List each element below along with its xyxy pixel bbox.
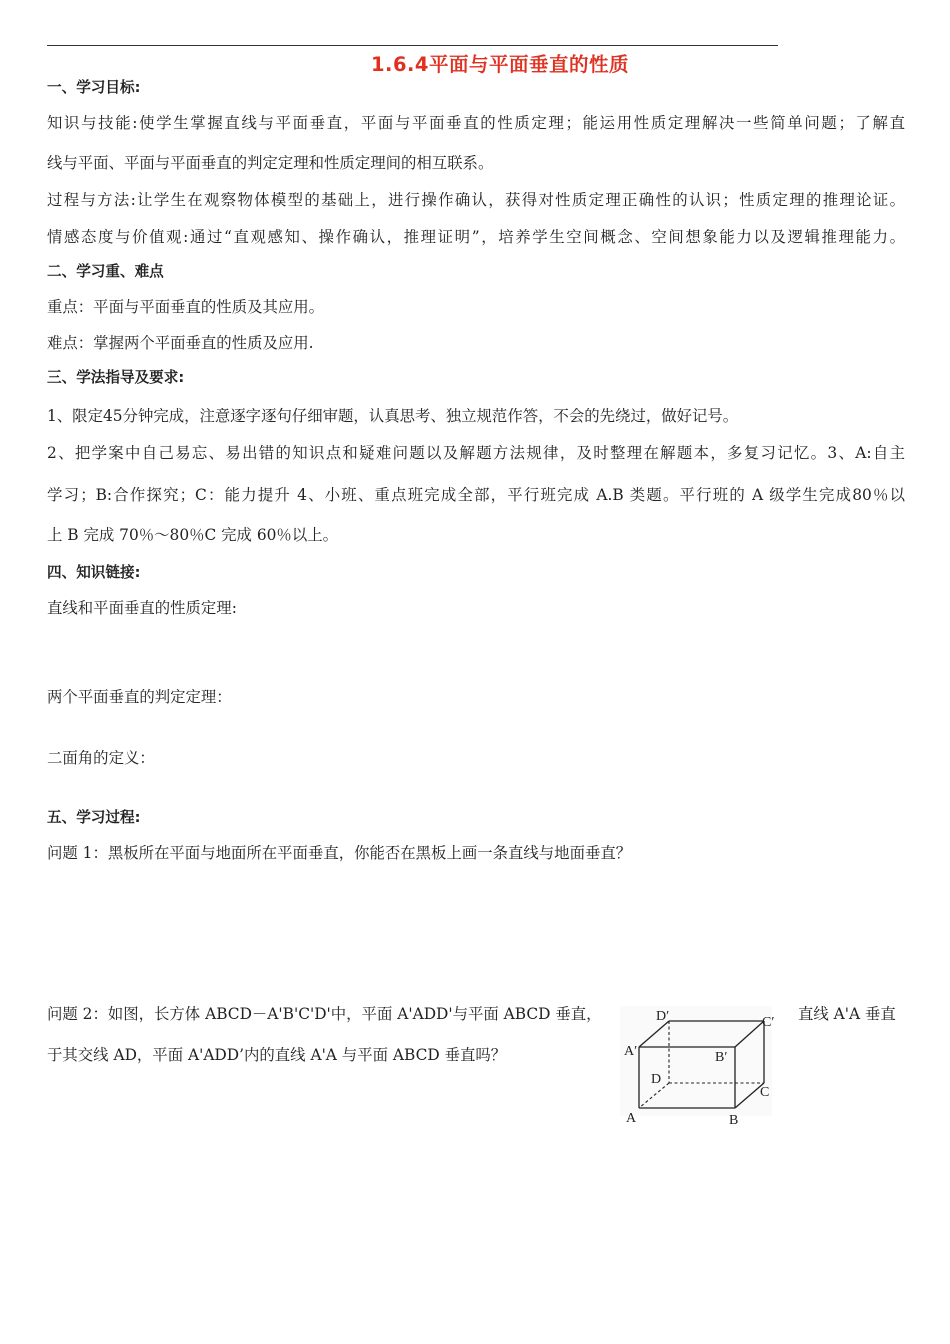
difficulty: 难点：掌握两个平面垂直的性质及应用. — [47, 334, 314, 352]
requirement-2-line-1: 2、把学案中自己易忘、易出错的知识点和疑难问题以及解题方法规律，及时整理在解题本，多复习记忆。3、A:自主 — [47, 444, 905, 462]
key-point: 重点：平面与平面垂直的性质及其应用。 — [47, 298, 325, 316]
section-5-heading: 五、学习过程: — [47, 809, 141, 826]
goal-process: 过程与方法:让学生在观察物体模型的基础上，进行操作确认，获得对性质定理正确性的认识；性质定理的推理论证。 — [47, 191, 905, 209]
requirement-2-line-2: 学习；B:合作探究；C：能力提升 4、小班、重点班完成全部，平行班完成 A.B 类题。平行班的 A 级学生完成80％以 — [47, 486, 905, 504]
section-3-heading: 三、学法指导及要求: — [47, 369, 185, 386]
cuboid-figure — [614, 1000, 784, 1132]
label-a: A — [626, 1111, 637, 1126]
section-4-heading: 四、知识链接: — [47, 564, 141, 581]
section-1-heading: 一、学习目标: — [47, 79, 141, 96]
figure-background — [620, 1006, 775, 1116]
knowledge-link-2: 两个平面垂直的判定定理： — [47, 688, 232, 706]
label-c: C — [760, 1085, 770, 1100]
goal-attitude: 情感态度与价值观:通过“直观感知、操作确认，推理证明”，培养学生空间概念、空间想象能力以及逻辑推理能力。 — [47, 228, 905, 246]
label-c-prime: C′ — [762, 1015, 775, 1030]
question-2-line-1: 问题 2：如图，长方体 ABCD－A'B'C'D'中，平面 A'ADD'与平面 ABCD 垂直， — [47, 1005, 602, 1023]
label-b-prime: B′ — [715, 1050, 728, 1065]
goal-knowledge-line-1: 知识与技能:使学生掌握直线与平面垂直，平面与平面垂直的性质定理；能运用性质定理解决一些简单问题；了解直 — [47, 114, 905, 132]
question-2-line-1-right: 直线 A'A 垂直 — [798, 1005, 896, 1023]
header-rule — [47, 45, 778, 46]
label-b: B — [729, 1113, 739, 1128]
knowledge-link-3: 二面角的定义： — [47, 749, 155, 767]
question-1: 问题 1：黑板所在平面与地面所在平面垂直，你能否在黑板上画一条直线与地面垂直？ — [47, 844, 632, 862]
goal-knowledge-line-2: 线与平面、平面与平面垂直的判定定理和性质定理间的相互联系。 — [47, 154, 494, 172]
section-2-heading: 二、学习重、难点 — [47, 263, 164, 280]
label-d: D — [651, 1072, 662, 1087]
label-d-prime: D′ — [656, 1009, 670, 1024]
page-title: 1.6.4平面与平面垂直的性质 — [370, 53, 630, 76]
requirement-1: 1、限定45分钟完成，注意逐字逐句仔细审题，认真思考、独立规范作答，不会的先绕过，做好记号。 — [47, 407, 739, 425]
label-a-prime: A′ — [624, 1044, 638, 1059]
question-2-line-2: 于其交线 AD，平面 A'ADD’内的直线 A'A 与平面 ABCD 垂直吗？ — [47, 1046, 507, 1064]
knowledge-link-1: 直线和平面垂直的性质定理: — [47, 599, 237, 617]
requirement-2-line-3: 上 B 完成 70％～80％C 完成 60％以上。 — [47, 526, 338, 544]
